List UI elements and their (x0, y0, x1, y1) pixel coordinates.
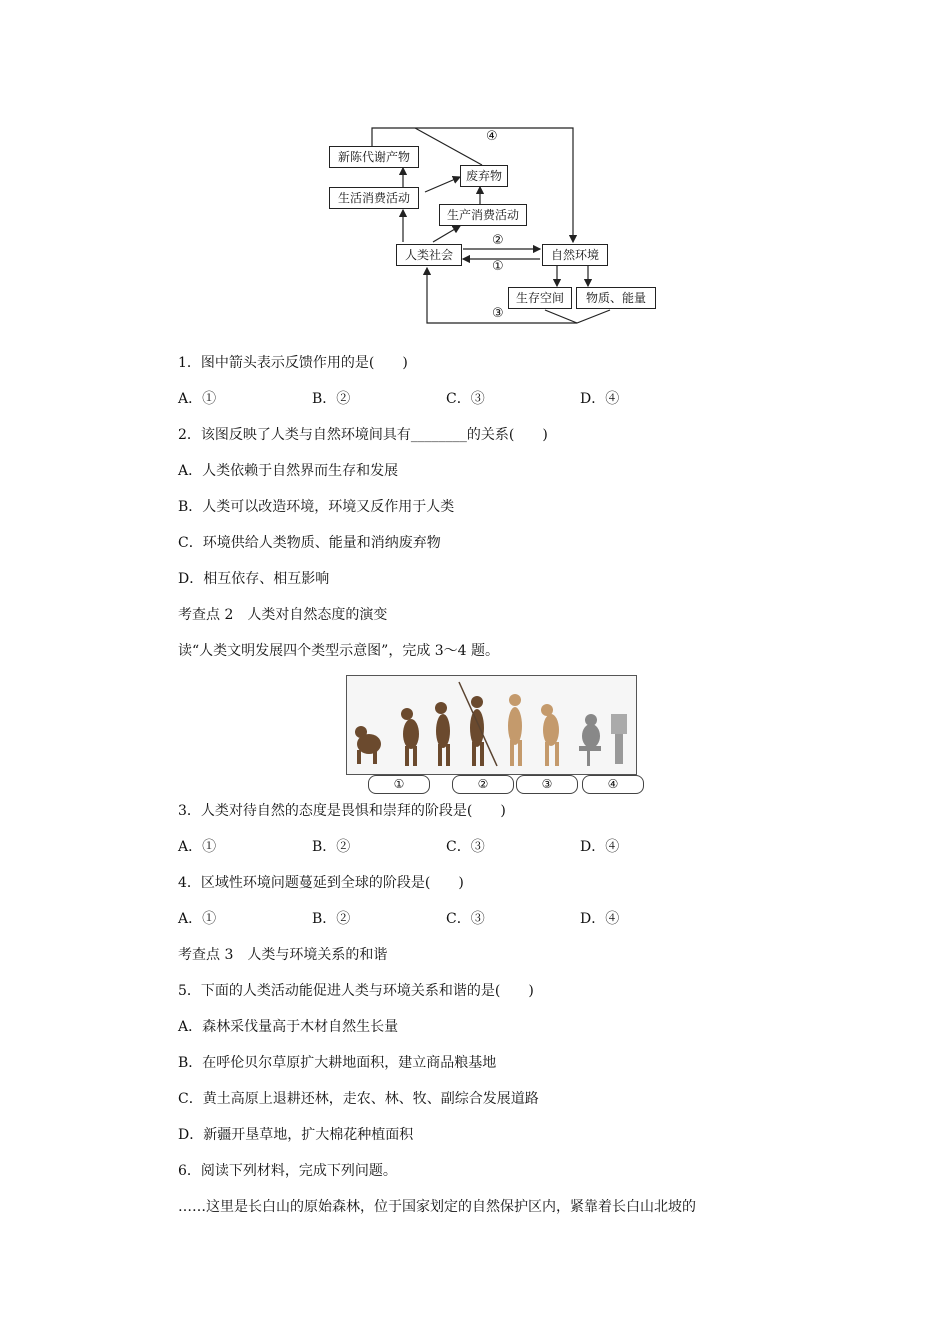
evo-tag-2: ② (452, 775, 514, 794)
q1-option-b[interactable]: B．② (312, 391, 351, 407)
civilization-evolution-image (346, 675, 637, 775)
evo-tag-3: ③ (516, 775, 578, 794)
q4-option-d[interactable]: D．④ (580, 911, 620, 927)
q4-stem: 4．区域性环境问题蔓延到全球的阶段是( ) (178, 875, 464, 891)
q1-option-a[interactable]: A．① (178, 391, 217, 407)
marker-4: ④ (486, 129, 498, 144)
q1-option-d[interactable]: D．④ (580, 391, 620, 407)
box-matter-energy: 物质、能量 (576, 287, 656, 309)
q2-option-b[interactable]: B．人类可以改造环境，环境又反作用于人类 (178, 499, 455, 515)
q4-option-a[interactable]: A．① (178, 911, 217, 927)
q1-option-c[interactable]: C．③ (446, 391, 485, 407)
q3-option-d[interactable]: D．④ (580, 839, 620, 855)
marker-1: ① (492, 259, 504, 274)
q3-option-b[interactable]: B．② (312, 839, 351, 855)
q6-material: ……这里是长白山的原始森林，位于国家划定的自然保护区内，紧靠着长白山北坡的 (178, 1199, 696, 1215)
q2-option-a[interactable]: A．人类依赖于自然界而生存和发展 (178, 463, 399, 479)
q4-option-c[interactable]: C．③ (446, 911, 485, 927)
box-living-space: 生存空间 (508, 287, 572, 309)
q5-option-c[interactable]: C．黄土高原上退耕还林，走农、林、牧、副综合发展道路 (178, 1091, 539, 1107)
q6-stem: 6．阅读下列材料，完成下列问题。 (178, 1163, 397, 1179)
q5-option-d[interactable]: D．新疆开垦草地，扩大棉花种植面积 (178, 1127, 414, 1143)
q3-stem: 3．人类对待自然的态度是畏惧和崇拜的阶段是( ) (178, 803, 506, 819)
q1-stem: 1．图中箭头表示反馈作用的是( ) (178, 355, 408, 371)
marker-2: ② (492, 233, 504, 248)
q2-stem: 2．该图反映了人类与自然环境间具有________的关系( ) (178, 427, 548, 443)
evolution-figures (347, 676, 636, 774)
q2-option-c[interactable]: C．环境供给人类物质、能量和消纳废弃物 (178, 535, 441, 551)
human-environment-diagram (320, 120, 665, 335)
section-3-heading: 考查点 3 人类与环境关系的和谐 (178, 947, 388, 963)
q5-option-b[interactable]: B．在呼伦贝尔草原扩大耕地面积，建立商品粮基地 (178, 1055, 497, 1071)
section-2-heading: 考查点 2 人类对自然态度的演变 (178, 607, 388, 623)
box-natural-environment: 自然环境 (542, 244, 608, 266)
box-human-society: 人类社会 (396, 244, 462, 266)
q3-option-a[interactable]: A．① (178, 839, 217, 855)
q4-option-b[interactable]: B．② (312, 911, 351, 927)
marker-3: ③ (492, 306, 504, 321)
evo-tag-4: ④ (582, 775, 644, 794)
evo-tag-1: ① (368, 775, 430, 794)
box-waste: 废弃物 (460, 165, 508, 187)
box-new-metabolites: 新陈代谢产物 (329, 146, 419, 168)
q4-options (178, 908, 638, 928)
q5-stem: 5．下面的人类活动能促进人类与环境关系和谐的是( ) (178, 983, 534, 999)
q3-options (178, 836, 638, 856)
box-life-consumption: 生活消费活动 (329, 187, 419, 209)
q2-option-d[interactable]: D．相互依存、相互影响 (178, 571, 330, 587)
q3-option-c[interactable]: C．③ (446, 839, 485, 855)
q5-option-a[interactable]: A．森林采伐量高于木材自然生长量 (178, 1019, 399, 1035)
box-production-consumption: 生产消费活动 (439, 204, 527, 226)
q1-options (178, 388, 638, 408)
section-2-intro: 读“人类文明发展四个类型示意图”，完成 3～4 题。 (178, 643, 500, 659)
